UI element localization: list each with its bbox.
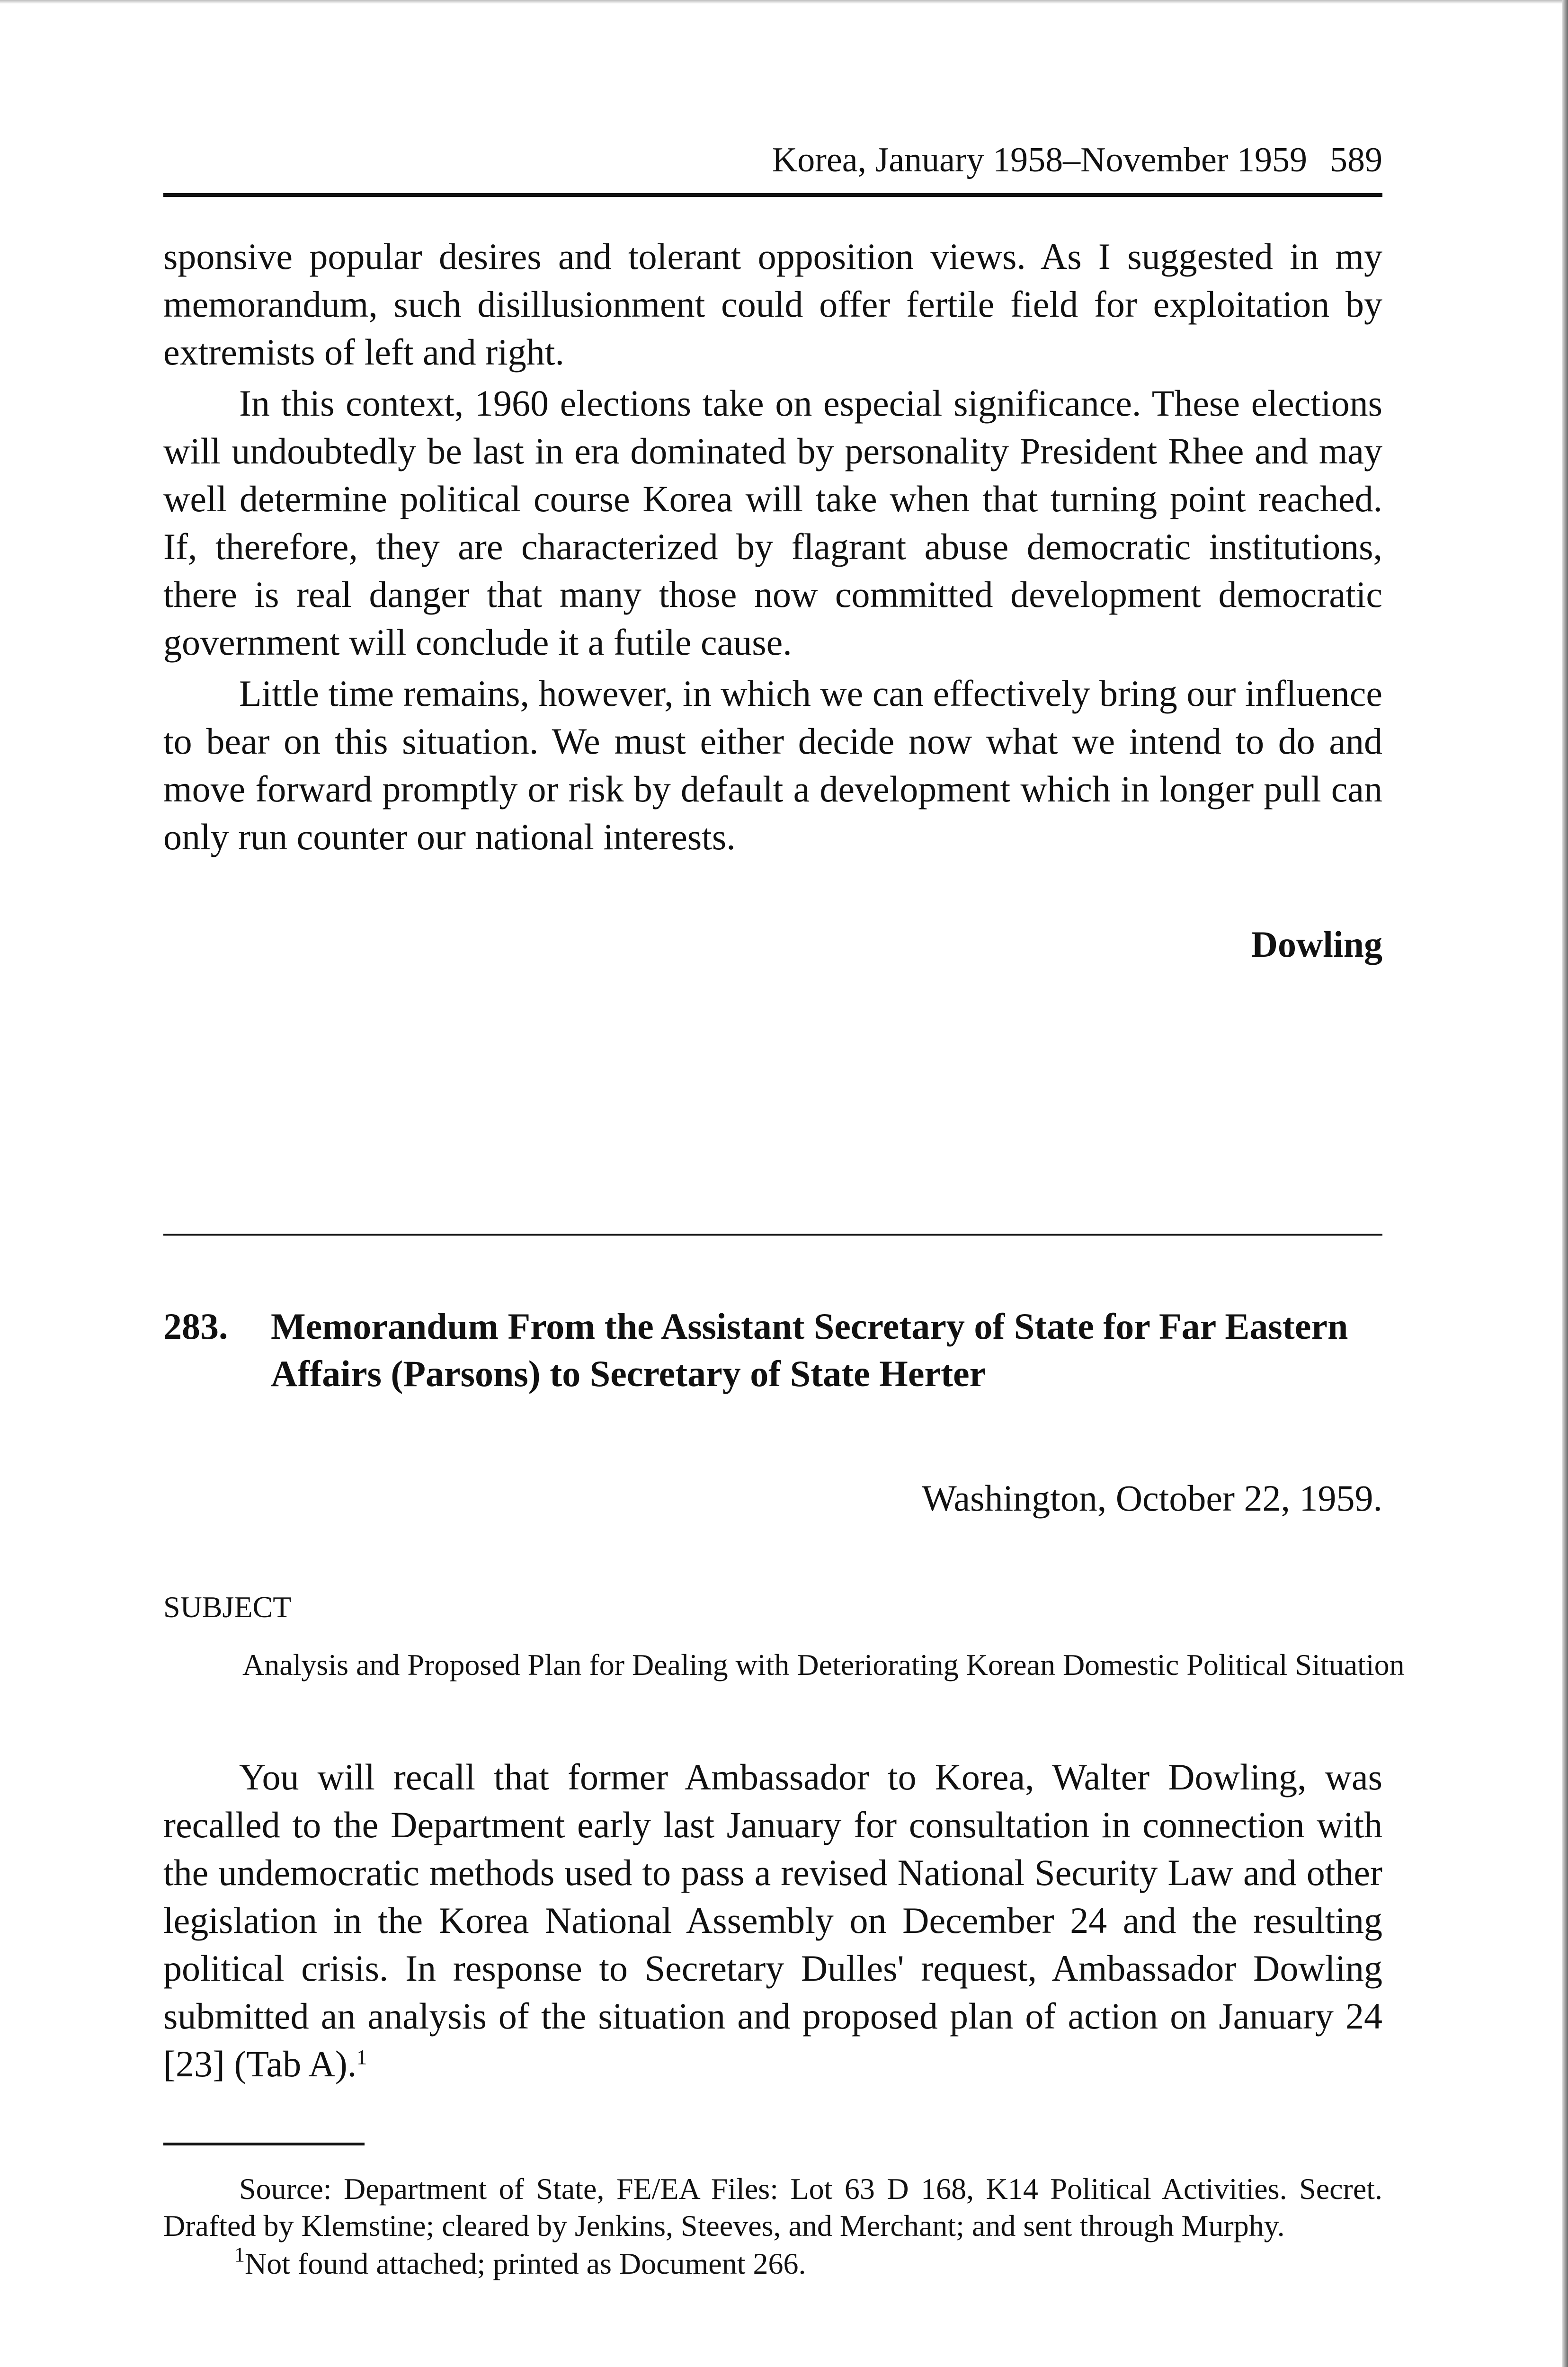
signature: Dowling [1251,924,1382,965]
paragraph-little-time: Little time remains, however, in which we can effectively bring our influence to bear on this situation. We must either decide now what we intend to do and move forward promptly or risk by default a development which in longer pull can only run counter our national interests. [163,673,1382,857]
footnote-ref: 1 [356,2046,367,2069]
memorandum-body [163,1753,1382,2088]
memorandum-paragraph-text: You will recall that former Ambassador to Korea, Walter Dowling, was recalled to the Department early last January for consultation in connection with the undemocratic methods used to pass a revised National Security Law and other legislation in the Korea National Assembly on December 24 and the resulting political crisis. In response to Secretary Dulles' request, Ambassador Dowling submitted an analysis of the situation and proposed plan of action on January 24 [23] (Tab A). [163,1756,1382,2084]
paragraph-elections: In this context, 1960 elections take on especial significance. These elections will undoubtedly be last in era dominated by personality President Rhee and may well determine political course Korea will take when that turning point reached. If, therefore, they are characterized by flagrant abuse democratic institutions, there is real danger that many those now committed development democratic government will conclude it a futile cause. [163,383,1382,663]
document-title: Memorandum From the Assistant Secretary of State for Far Eastern Affairs (Parsons) to Secretary of State Herter [271,1306,1348,1394]
subject-label: SUBJECT [163,1590,292,1624]
section-divider [163,1234,1382,1236]
page-number: 589 [1330,141,1382,179]
source-note: Source: Department of State, FE/EA Files: Lot 63 D 168, K14 Political Activities. Secret. Drafted by Klemstine; cleared by Jenkins, Steeves, and Merchant; and sent through Murphy. [163,2172,1382,2242]
page-top-edge [0,0,1568,4]
continued-telegram-text [163,232,1382,861]
page-right-edge [1562,0,1568,2367]
memorandum-paragraph [163,1753,1382,2088]
dateline: Washington, October 22, 1959. [922,1477,1382,1519]
footnotes [163,2171,1382,2282]
paragraph-continued: sponsive popular desires and tolerant opposition views. As I suggested in my memorandum, such disillusionment could offer fertile field for exploitation by extremists of left and right. [163,236,1382,373]
footnote-1 [163,2245,1382,2282]
subject-text: Analysis and Proposed Plan for Dealing with Deteriorating Korean Domestic Political Situation [242,1648,1405,1682]
header-rule [163,193,1382,197]
footnote-rule [163,2143,365,2145]
footnote-marker: 1 [234,2243,245,2266]
running-head [163,136,1382,184]
footnote-1-text: Not found attached; printed as Document 266. [245,2247,806,2280]
running-title: Korea, January 1958–November 1959 [772,141,1307,179]
document-number: 283. [163,1306,228,1347]
